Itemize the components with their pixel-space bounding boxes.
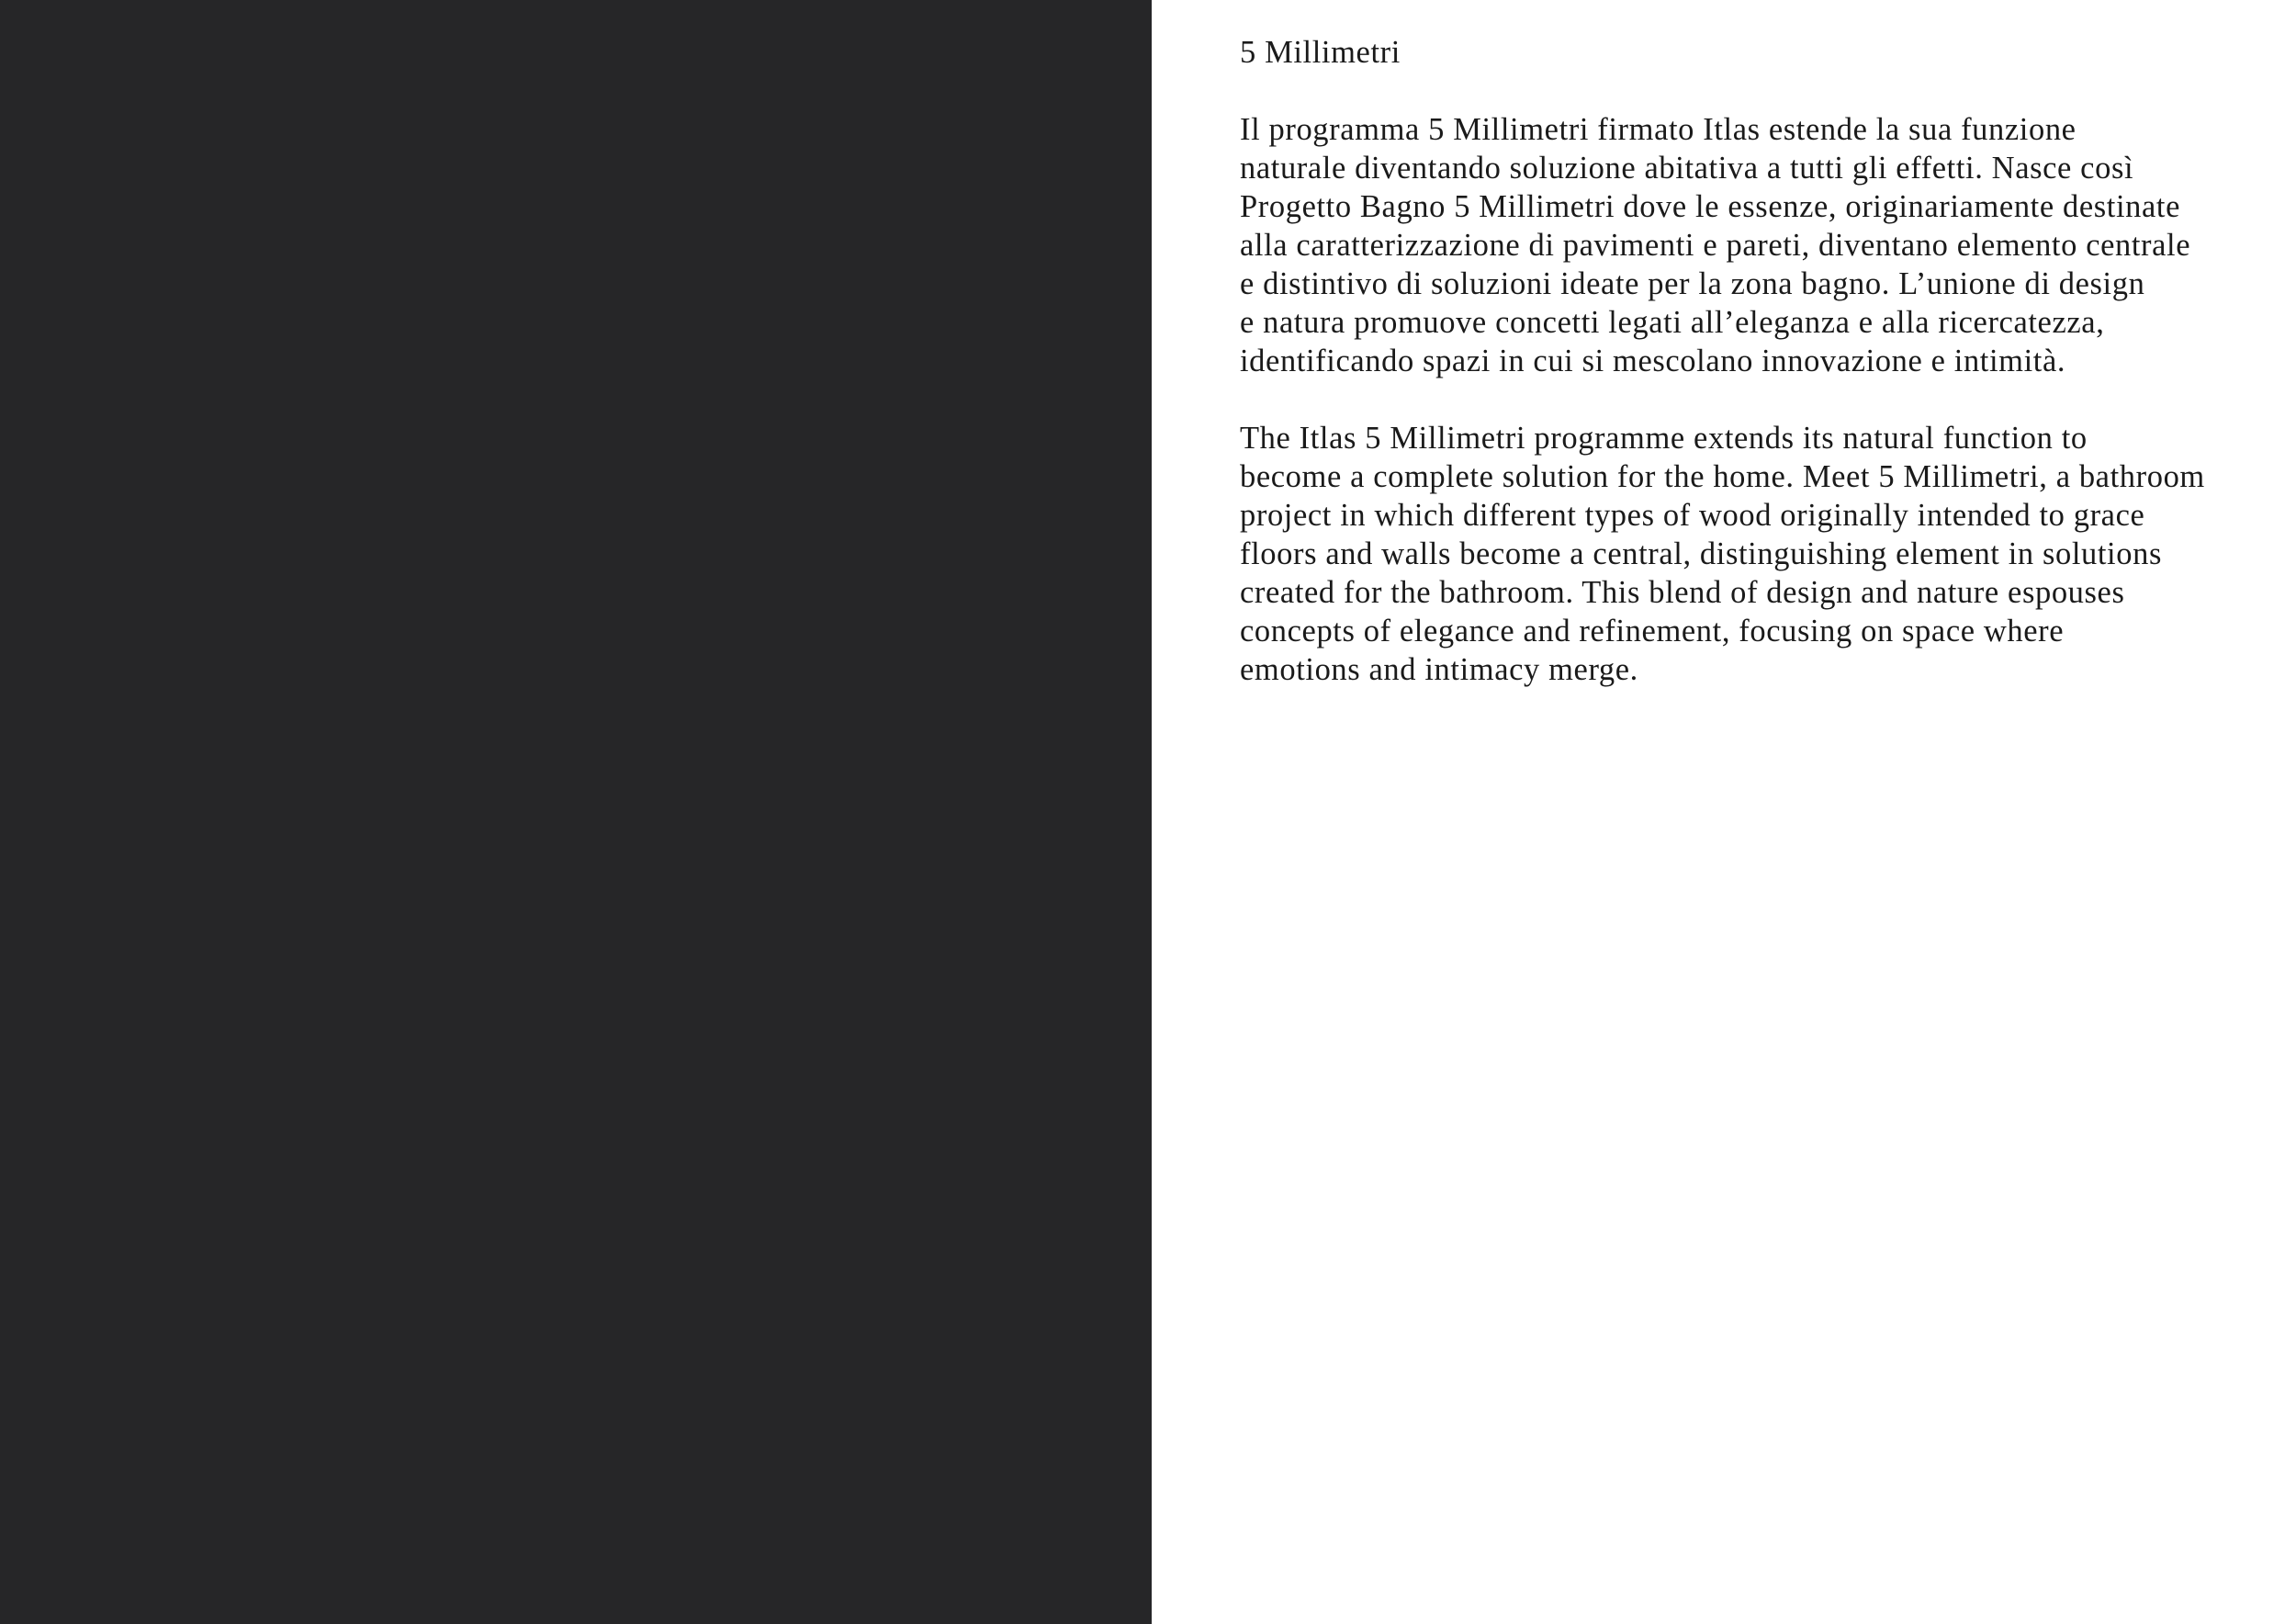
- paragraph-line: created for the bathroom. This blend of design and nature espouses: [1240, 575, 2125, 610]
- paragraph-line: The Itlas 5 Millimetri programme extends its natural function to: [1240, 421, 2088, 456]
- paragraph-line: Il programma 5 Millimetri firmato Itlas estende la sua funzione: [1240, 112, 2077, 147]
- paragraph-line: Progetto Bagno 5 Millimetri dove le essenze, originariamente destinate: [1240, 189, 2181, 224]
- paragraph-line: alla caratterizzazione di pavimenti e pareti, diventano elemento centrale: [1240, 228, 2191, 263]
- english-paragraph: [1240, 419, 2268, 689]
- paragraph-line: naturale diventando soluzione abitativa a tutti gli effetti. Nasce così: [1240, 151, 2134, 186]
- text-block: [1240, 33, 2268, 689]
- paragraph-line: identificando spazi in cui si mescolano innovazione e intimità.: [1240, 344, 2066, 378]
- paragraph-line: become a complete solution for the home. Meet 5 Millimetri, a bathroom: [1240, 459, 2205, 494]
- paragraph-line: project in which different types of wood originally intended to grace: [1240, 498, 2145, 533]
- paragraph-line: e distintivo di soluzioni ideate per la zona bagno. L’unione di design: [1240, 266, 2145, 301]
- paragraph-line: e natura promuove concetti legati all’eleganza e alla ricercatezza,: [1240, 305, 2105, 340]
- paragraph-line: emotions and intimacy merge.: [1240, 652, 1638, 687]
- paragraph-line: concepts of elegance and refinement, focusing on space where: [1240, 614, 2065, 648]
- page-title: 5 Millimetri: [1240, 35, 1401, 70]
- paragraph-line: floors and walls become a central, distinguishing element in solutions: [1240, 536, 2162, 571]
- italian-paragraph: [1240, 110, 2268, 380]
